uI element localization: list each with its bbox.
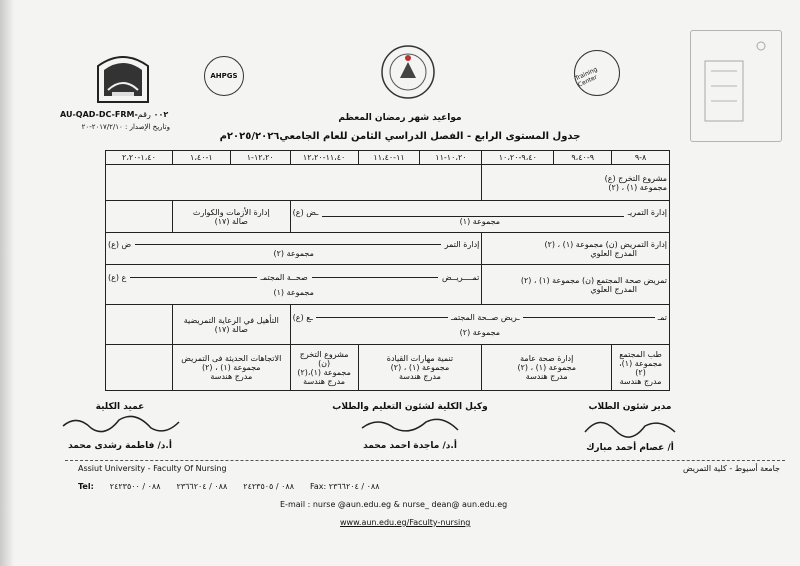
time-slot: ١،٤٠-٢،٢٠ — [106, 151, 173, 165]
schedule-row — [106, 345, 670, 391]
course-title-end: ـع (ع) — [292, 312, 313, 322]
time-slot: ٨-٩ — [612, 151, 670, 165]
course-room: مدرج هندسة — [210, 372, 253, 381]
ahpgs-logo — [204, 56, 244, 96]
course-group: مجموعة (١) ، (٢) — [390, 363, 450, 372]
course-group: مجموعة (١)،(٢) — [297, 367, 351, 377]
course-group: مجموعة (١)، (٢) — [619, 358, 663, 377]
course-span-bar — [523, 317, 655, 318]
university-logo — [92, 46, 154, 108]
page-title: جدول المستوى الرابع - الفصل الدراسي الثامن للعام الجامعي٢٠٢٥/٢٠٢٦م — [219, 131, 581, 142]
course-title-end: ـض (ع) — [292, 207, 319, 217]
signature-scribble — [350, 412, 470, 438]
signature-title: وكيل الكلية لشئون التعليم والطلاب — [332, 402, 488, 412]
course-group: مجموعة (٢) — [273, 248, 314, 258]
empty-cell — [106, 345, 173, 391]
course-span-bar — [135, 244, 440, 245]
course-title-start: إدارة التمريـ — [627, 207, 667, 217]
signature-name: أ.د/ ماجدة احمد محمد — [363, 441, 457, 451]
time-slot: ٩-٩،٤٠ — [554, 151, 612, 165]
tel-number: ٠٨٨ / ٢٤٢٣٥٠٥ — [243, 482, 295, 491]
course-title-part: ـريض صـ — [489, 312, 520, 322]
fax-number: Fax: ٠٨٨ / ٢٣٦٦٢٠٤ — [310, 482, 380, 491]
course-span-bar — [316, 317, 448, 318]
course-title-part: صحــة المجتمـ — [260, 272, 308, 282]
course-room: المدرج العلوي — [590, 284, 637, 294]
course-group: مجموعة (١) ، (٢) — [608, 182, 667, 192]
course-room: صالة (١٧) — [214, 324, 248, 334]
tel-label: Tel: — [78, 482, 94, 491]
course-title-part: تمــــريــض — [442, 272, 480, 282]
signature-block-dean — [50, 402, 190, 451]
footer-website[interactable]: www.aun.edu.eg/Faculty-nursing — [340, 518, 471, 527]
course-title: التأهيل في الرعاية التمريضية — [183, 315, 279, 325]
course-room: مدرج هندسة — [619, 376, 662, 386]
footer-university-ar: جامعة أسيوط - كلية التمريض — [682, 464, 780, 473]
time-header-row — [106, 151, 670, 165]
time-slot: ٩،٤٠-١٠،٢٠ — [482, 151, 554, 165]
course-cell — [482, 265, 670, 305]
course-group: مجموعة (١) ، (٢) — [202, 363, 261, 372]
schedule-row — [106, 233, 670, 265]
course-title: إدارة الأزمات والكوارث — [192, 207, 270, 217]
signature-block-students-affairs — [570, 402, 690, 453]
empty-cell — [106, 165, 482, 201]
empty-cell — [106, 201, 173, 233]
course-cell — [172, 305, 290, 345]
tel-number: ٠٨٨ / ٢٣٦٦٢٠٤ — [176, 482, 228, 491]
course-title: تمريض صحة المجتمع (ن) مجموعة (١) ، (٢) — [520, 275, 667, 285]
faculty-logo — [380, 44, 436, 100]
course-span-bar — [130, 277, 256, 278]
page-subtitle: مواعيد شهر رمضان المعظم — [338, 113, 462, 123]
course-group: مجموعة (١) ، (٢) — [517, 363, 577, 372]
tel-number: ٠٨٨ / ٢٤٢٣٥٠٠ — [109, 482, 161, 491]
course-span-bar — [312, 277, 438, 278]
scan-edge — [0, 0, 14, 566]
course-room: المدرج العلوي — [590, 248, 637, 258]
course-title-part: تمـ — [657, 312, 667, 322]
footer-email: E-mail : nurse @aun.edu.eg & nurse_ dean@ aun.edu.eg — [280, 500, 508, 509]
footer-contacts — [78, 482, 718, 491]
time-slot: ١-١،٤٠ — [172, 151, 230, 165]
course-title-end: ض (ع) — [108, 239, 132, 249]
footer-university: Assiut University - Faculty Of Nursing — [78, 464, 227, 473]
course-title-start: إدارة التمر — [444, 239, 480, 249]
signature-scribble — [55, 412, 185, 438]
course-cell — [358, 345, 482, 391]
schedule-row — [106, 305, 670, 345]
course-cell — [482, 165, 670, 201]
ahpgs-logo-text: AHPGS — [210, 72, 238, 80]
course-cell — [172, 201, 290, 233]
time-slot: ١٠،٢٠-١١ — [420, 151, 482, 165]
course-cell — [106, 233, 482, 265]
course-cell — [172, 345, 290, 391]
course-group: مجموعة (١) — [273, 287, 314, 297]
training-center-logo-text: Training Center — [574, 65, 599, 89]
footer-rule — [65, 460, 785, 461]
course-title: مشروع التخرج (ع) — [604, 173, 667, 183]
course-room: مدرج هندسة — [525, 372, 568, 381]
schedule-table — [105, 150, 670, 391]
course-cell — [290, 305, 669, 345]
time-slot: ١٢،٢٠-١ — [230, 151, 290, 165]
course-cell — [290, 201, 669, 233]
signature-title: مدير شئون الطلاب — [588, 402, 672, 412]
signature-title: عميد الكلية — [95, 402, 145, 412]
archive-stamp — [690, 30, 782, 142]
course-room: صالة (١٧) — [214, 216, 248, 226]
form-ref — [60, 110, 168, 119]
course-title: الاتجاهات الحديثة فى التمريض — [181, 354, 282, 363]
empty-cell — [106, 305, 173, 345]
time-slot: ١١،٤٠-١٢،٢٠ — [290, 151, 358, 165]
course-title-part: ـحة المجتمـ — [451, 312, 490, 322]
course-title: مشروع التخرج (ن) — [299, 349, 349, 368]
issue-date: وتاريخ الإصدار : ٢٠١٧/٢/١٠-٢٠ — [81, 123, 170, 131]
signature-block-vice-dean — [310, 402, 510, 451]
time-slot: ١١-١١،٤٠ — [358, 151, 420, 165]
schedule-row — [106, 265, 670, 305]
course-cell — [612, 345, 670, 391]
course-title: طب المجتمع — [619, 349, 662, 359]
course-cell — [290, 345, 358, 391]
course-cell — [482, 345, 612, 391]
form-ref-label: رقم — [137, 110, 151, 119]
signature-name: أ.د/ فاطمة رشدى محمد — [68, 441, 172, 451]
signature-name: أ/ عصام أحمد مبارك — [586, 443, 674, 453]
form-ref-code: AU-QAD-DC-FRM-٠٠٢ — [60, 110, 169, 119]
course-title: تنمية مهارات القيادة — [386, 354, 454, 363]
course-room: مدرج هندسة — [399, 372, 441, 381]
course-group: مجموعة (٢) — [459, 327, 501, 337]
course-title: إدارة صحة عامة — [520, 354, 574, 363]
schedule-row — [106, 165, 670, 201]
course-title-end: ع (ع) — [108, 272, 127, 282]
course-cell — [106, 265, 482, 305]
course-title: إدارة التمريض (ن) مجموعة (١) ، (٢) — [544, 239, 667, 249]
course-cell — [482, 233, 670, 265]
course-span-bar — [322, 208, 623, 217]
course-group: مجموعة (١) — [459, 216, 501, 226]
training-center-logo — [574, 50, 620, 96]
course-room: مدرج هندسة — [303, 376, 346, 386]
schedule-row — [106, 201, 670, 233]
signature-scribble — [575, 412, 685, 440]
